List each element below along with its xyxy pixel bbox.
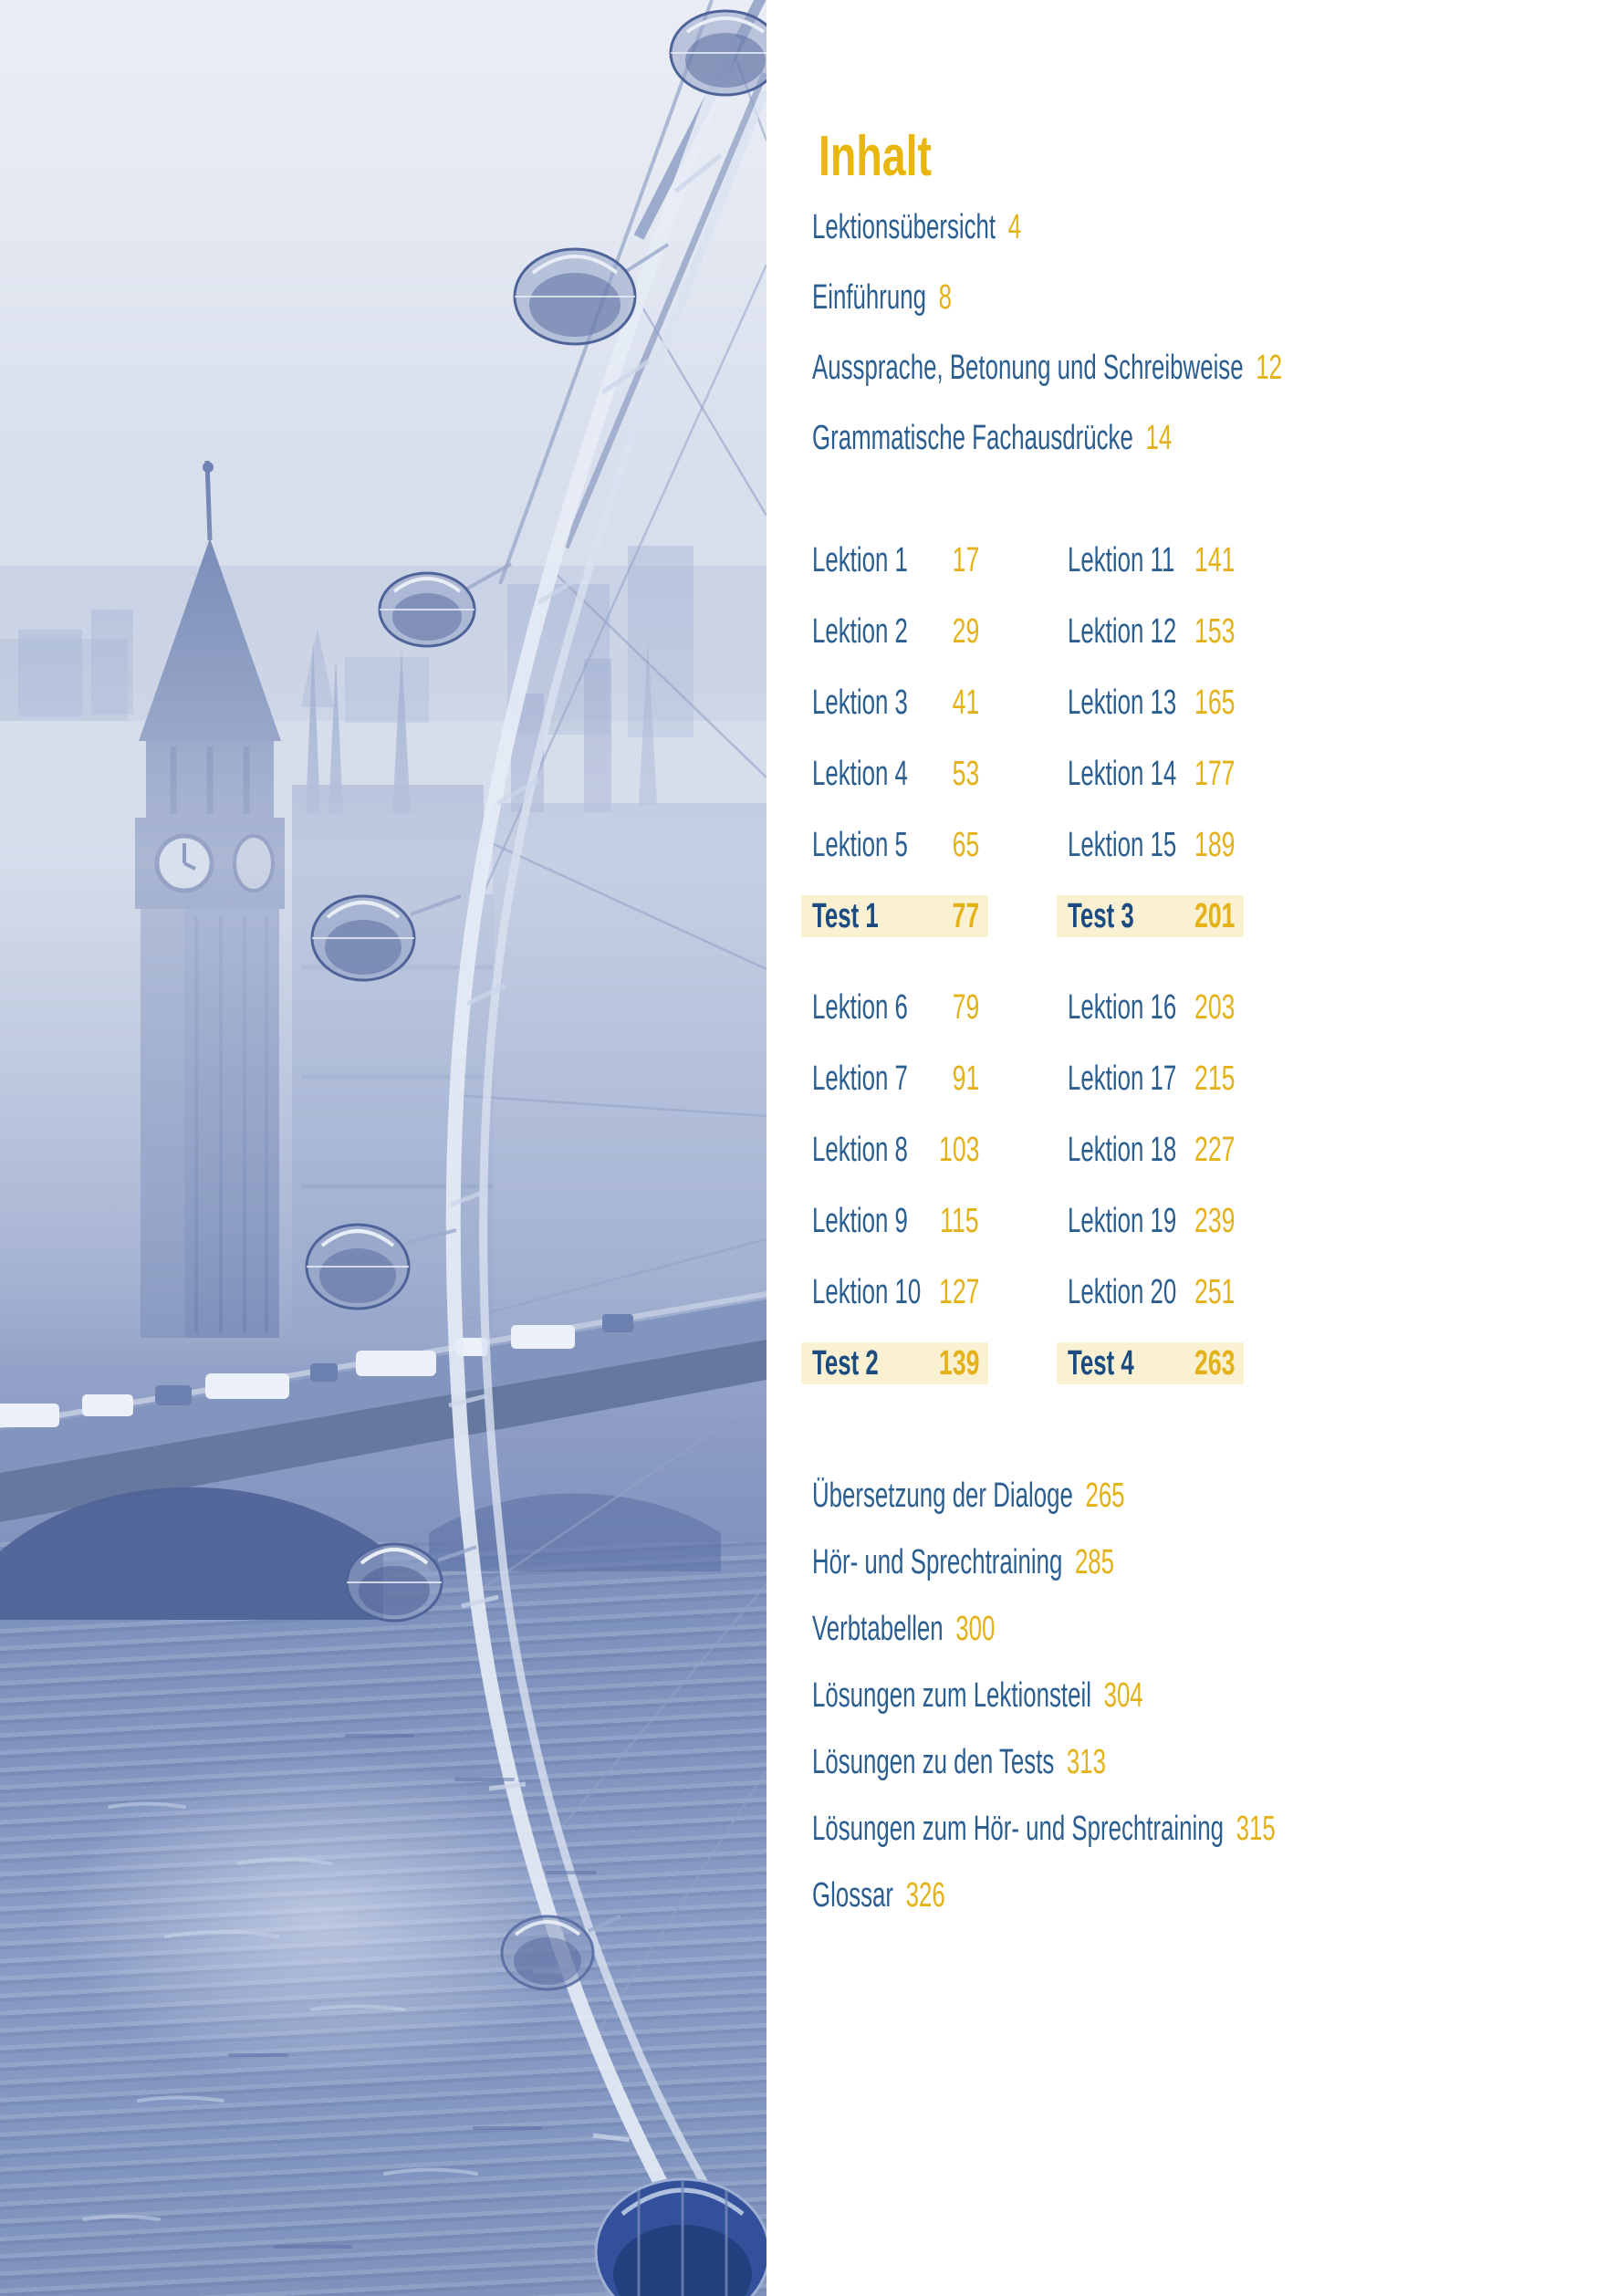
lesson-column-right [1057,510,1244,937]
toc-entry [812,1796,1494,1863]
ferris-pod [502,1916,593,1989]
toc-entry [812,1663,1494,1729]
lesson-label: Lektion 2 [812,612,908,651]
page-number: 300 [955,1610,996,1648]
ferris-pod [515,249,635,344]
lesson-label: Lektion 7 [812,1059,908,1098]
page-number: 141 [1194,541,1235,579]
page-number: 17 [952,541,979,579]
lesson-row [1057,652,1244,724]
page-number: 8 [938,278,952,317]
lesson-label: Lektion 12 [1068,612,1177,651]
lesson-row [1057,1100,1244,1171]
page-number: 65 [952,826,979,864]
page-number: 79 [952,988,979,1027]
page-number: 315 [1236,1810,1276,1848]
toc-entry [812,403,1503,474]
outro-toc-list [812,1463,1494,1929]
test-row [801,866,988,937]
london-photo-illustration [0,0,766,2296]
lesson-label: Lektion 19 [1068,1202,1177,1240]
toc-entry [812,1729,1494,1796]
lesson-column-left [801,510,988,937]
toc-entry [812,193,1503,263]
page-number: 53 [952,755,979,793]
toc-entry [812,1596,1494,1663]
lesson-label: Lektion 6 [812,988,908,1027]
lesson-label: Lektion 10 [812,1273,922,1311]
toc-entry-label: Verbtabellen [812,1610,944,1648]
page-number: 139 [938,1344,979,1383]
page-number: 285 [1074,1543,1115,1581]
page-number: 239 [1194,1202,1235,1240]
page-number: 165 [1194,684,1235,722]
toc-entry [812,333,1503,403]
ferris-pod [380,573,474,646]
page-number: 127 [938,1273,979,1311]
test-label: Test 2 [812,1344,879,1383]
lesson-block-1 [801,510,1244,937]
lesson-row [1057,581,1244,652]
lesson-label: Lektion 5 [812,826,908,864]
page-number: 91 [952,1059,979,1098]
ferris-pod [312,896,414,980]
lesson-row [801,1171,988,1242]
lesson-label: Lektion 17 [1068,1059,1177,1098]
lesson-row [1057,957,1244,1028]
intro-toc-list [812,193,1503,474]
ferris-pod [347,1544,442,1621]
page-number: 215 [1194,1059,1235,1098]
page-number: 14 [1145,419,1173,457]
toc-entry-label: Grammatische Fachausdrücke [812,419,1133,457]
page-number: 265 [1085,1477,1125,1515]
lesson-row [801,724,988,795]
lesson-label: Lektion 15 [1068,826,1177,864]
lesson-label: Lektion 13 [1068,684,1177,722]
page-title: Inhalt [819,124,932,188]
lesson-row [1057,1028,1244,1100]
lesson-label: Lektion 4 [812,755,908,793]
page-number: 263 [1194,1344,1235,1383]
ferris-pod-foreground [596,2179,766,2296]
lesson-row [1057,1242,1244,1313]
test-label: Test 3 [1068,897,1134,935]
lesson-row [801,581,988,652]
table-of-contents [812,0,1606,2296]
page-number: 304 [1103,1676,1143,1715]
lesson-row [801,1100,988,1171]
toc-entry-label: Lösungen zum Lektionsteil [812,1676,1091,1715]
lesson-row [1057,724,1244,795]
toc-entry [812,1863,1494,1929]
toc-entry-label: Lösungen zu den Tests [812,1743,1055,1781]
test-row [1057,866,1244,937]
page-number: 201 [1194,897,1235,935]
toc-entry-label: Einführung [812,278,926,317]
lesson-label: Lektion 20 [1068,1273,1177,1311]
lesson-row [801,957,988,1028]
page-number: 177 [1194,755,1235,793]
lesson-label: Lektion 14 [1068,755,1177,793]
lesson-label: Lektion 18 [1068,1131,1177,1169]
lesson-column-right [1057,957,1244,1384]
test-label: Test 1 [812,897,879,935]
toc-entry-label: Hör- und Sprechtraining [812,1543,1063,1581]
test-row [801,1313,988,1384]
toc-entry-label: Lektionsübersicht [812,208,996,246]
lesson-block-2 [801,957,1244,1384]
lesson-row [1057,510,1244,581]
toc-entry-label: Glossar [812,1876,894,1915]
toc-entry [812,1463,1494,1529]
lesson-column-left [801,957,988,1384]
page-number: 189 [1194,826,1235,864]
lesson-row [1057,795,1244,866]
toc-entry-label: Aussprache, Betonung und Schreibweise [812,349,1244,387]
page-number: 313 [1066,1743,1107,1781]
lesson-label: Lektion 1 [812,541,908,579]
lesson-label: Lektion 9 [812,1202,908,1240]
ferris-pod [307,1225,409,1309]
page-number: 77 [952,897,979,935]
lesson-label: Lektion 16 [1068,988,1177,1027]
test-row [1057,1313,1244,1384]
lesson-label: Lektion 11 [1068,541,1175,579]
page-number: 251 [1194,1273,1235,1311]
test-label: Test 4 [1068,1344,1134,1383]
toc-entry-label: Übersetzung der Dialoge [812,1477,1073,1515]
lesson-row [801,1028,988,1100]
toc-entry-label: Lösungen zum Hör- und Sprechtraining [812,1810,1225,1848]
page-number: 326 [905,1876,945,1915]
london-photo-panel [0,0,766,2296]
toc-entry [812,263,1503,333]
page-number: 203 [1194,988,1235,1027]
page-number: 115 [940,1202,979,1240]
page-number: 41 [952,684,979,722]
lesson-label: Lektion 8 [812,1131,908,1169]
page-number: 4 [1007,208,1022,246]
lesson-row [801,1242,988,1313]
page-number: 29 [952,612,979,651]
page-number: 103 [938,1131,979,1169]
page-number: 12 [1256,349,1282,387]
page-number: 227 [1194,1131,1235,1169]
ferris-pod [671,11,766,95]
lesson-row [1057,1171,1244,1242]
lesson-row [801,795,988,866]
lesson-row [801,652,988,724]
lesson-row [801,510,988,581]
toc-entry [812,1529,1494,1596]
lesson-label: Lektion 3 [812,684,908,722]
page-number: 153 [1194,612,1235,651]
